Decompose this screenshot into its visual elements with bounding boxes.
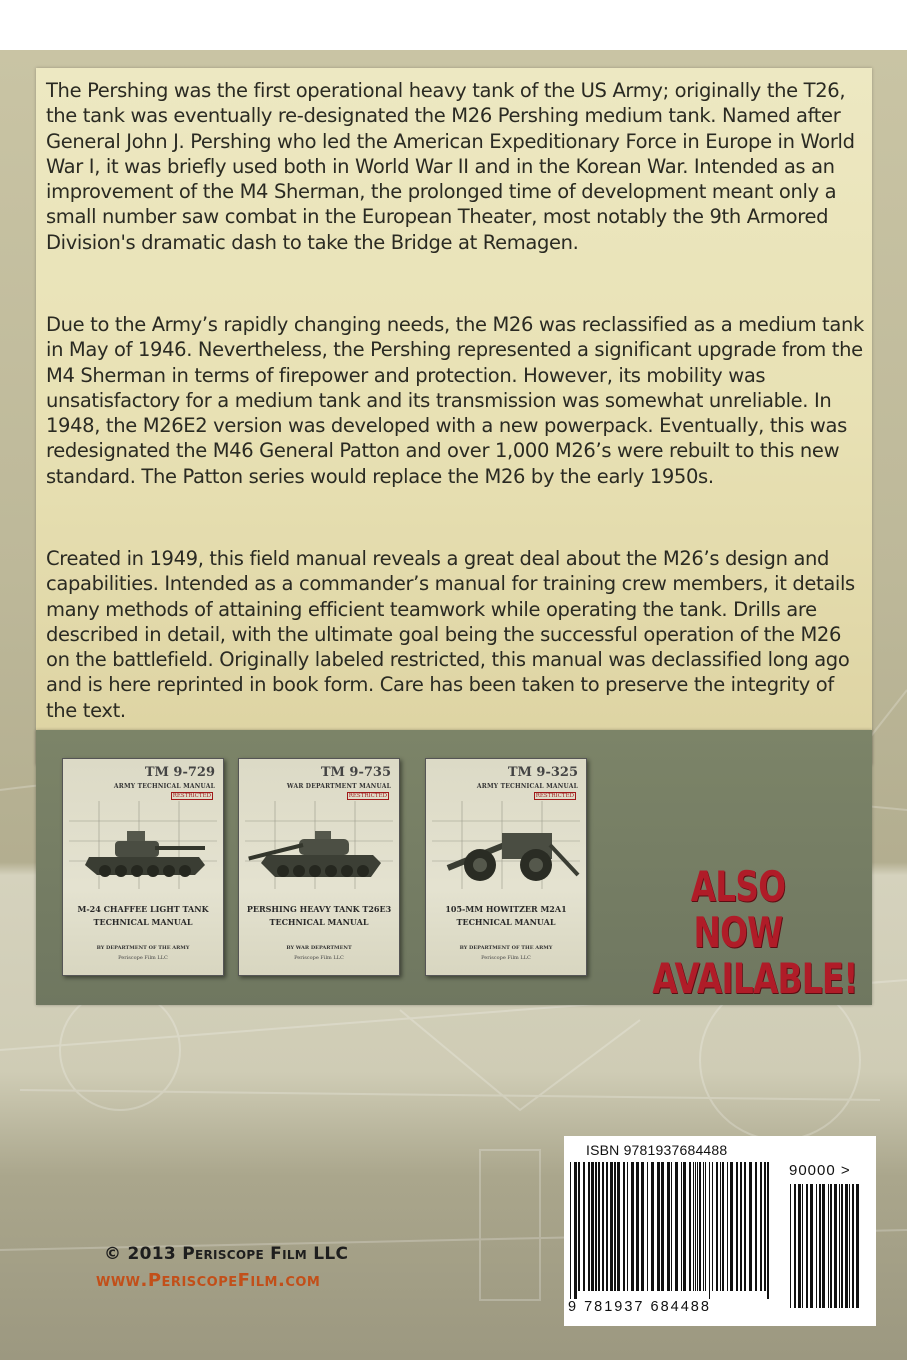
description-paragraph-3: Created in 1949, this field manual reveals a great deal about the M26’s design and capabilities. Intended as a commander’s manual for training crew members, it details many methods of attaining efficient teamwork while operating the tank. Drills are described in detail, with the ultimate goal being the successful operation of the M26 on the battlefield. Originally labeled restricted, this manual was declassified long ago and is here reprinted in book form. Care has been taken to preserve the integrity of the text. xyxy=(46,547,855,722)
book-title-line-2: TECHNICAL MANUAL xyxy=(93,917,193,927)
barcode-bar xyxy=(667,1162,670,1291)
barcode-bar xyxy=(802,1184,803,1308)
barcode-bar xyxy=(749,1162,752,1291)
book-title-line-2: TECHNICAL MANUAL xyxy=(456,917,556,927)
description-paragraph-2: Due to the Army’s rapidly changing needs, the M26 was reclassified as a medium tank in May of 1946. Nevertheless, the Pershing represented a significant upgrade from the M4 Sherman in terms of firepower and protection. However, its mobility was unsatisfactory for a medium tank and its transmission was somewhat unreliable. In 1948, the M26E2 version was developed with a new powerpack. Eventually, this was redesignated the M46 General Patton and over 1,000 M26’s were rebuilt to this new standard. The Patton series would replace the M26 by the early 1950s. xyxy=(46,313,864,488)
book-department: BY DEPARTMENT OF THE ARMY xyxy=(459,945,553,951)
barcode-bar xyxy=(720,1162,721,1291)
barcode-bar xyxy=(828,1184,829,1308)
ean-barcode xyxy=(568,1162,778,1299)
barcode-bar xyxy=(697,1162,698,1291)
barcode-bar xyxy=(806,1184,808,1308)
barcode-bar xyxy=(816,1184,817,1308)
barcode-bar xyxy=(834,1184,837,1308)
barcode-bar xyxy=(764,1162,766,1291)
barcode-bar xyxy=(730,1162,733,1291)
barcode-bar xyxy=(583,1162,585,1291)
barcode-bar xyxy=(839,1184,840,1308)
barcode-bar xyxy=(810,1184,813,1308)
barcode-bar xyxy=(606,1162,608,1291)
barcode-bar xyxy=(578,1162,580,1291)
barcode-bar xyxy=(705,1162,706,1291)
book-publisher: Periscope Film LLC xyxy=(294,955,344,961)
barcode-bar xyxy=(614,1162,616,1291)
barcode-bar xyxy=(588,1162,590,1291)
price-code-digits: 90000 xyxy=(789,1162,836,1179)
barcode-bar xyxy=(767,1162,769,1299)
book-title-line-2: TECHNICAL MANUAL xyxy=(269,917,369,927)
barcode-bar xyxy=(849,1184,850,1308)
book-kind: ARMY TECHNICAL MANUAL xyxy=(476,783,578,790)
barcode-bar xyxy=(798,1184,801,1308)
barcode-bar xyxy=(693,1162,694,1291)
barcode-bar xyxy=(703,1162,704,1291)
barcode-bar xyxy=(760,1162,762,1291)
barcode-bar xyxy=(790,1184,791,1308)
barcode-bar xyxy=(716,1162,718,1291)
price-code xyxy=(789,1162,851,1179)
book-title-line-1: 105-MM HOWITZER M2A1 xyxy=(445,904,567,914)
book-cover-tm-9-735[interactable] xyxy=(238,758,400,976)
book-publisher: Periscope Film LLC xyxy=(481,955,531,961)
barcode-bar xyxy=(627,1162,628,1291)
back-cover xyxy=(0,50,907,1360)
barcode-bar xyxy=(709,1162,710,1299)
barcode-bar xyxy=(602,1162,604,1291)
barcode-bar xyxy=(852,1184,854,1308)
barcode-bar xyxy=(712,1162,713,1291)
barcode-bar xyxy=(722,1162,724,1291)
barcode-bar xyxy=(755,1162,757,1291)
restricted-stamp: RESTRICTED xyxy=(172,793,211,799)
book-publisher: Periscope Film LLC xyxy=(118,955,168,961)
barcode-bar xyxy=(671,1162,672,1291)
promo-line-1: ALSO NOW xyxy=(690,862,786,957)
barcode-bar xyxy=(675,1162,678,1291)
barcode-bar xyxy=(856,1184,859,1308)
barcode-bar xyxy=(636,1162,639,1291)
barcode-bar xyxy=(830,1184,832,1308)
book-title-line-1: PERSHING HEAVY TANK T26E3 xyxy=(246,904,392,914)
description-paragraph-1: The Pershing was the first operational heavy tank of the US Army; originally the T26, the tank was eventually re-designated the M26 Pershing medium tank. Named after General John J. Pershing who led the American Expeditionary Force in Europe in World War I, it was briefly used both in World War II and in the Korean War. Intended as an improvement of the M4 Sherman, the prolonged time of development meant only a small number saw combat in the European Theater, most notably the 9th Armored Division's dramatic dash to take the Bridge at Remagen. xyxy=(46,79,855,254)
restricted-stamp: RESTRICTED xyxy=(348,793,387,799)
barcode-bar xyxy=(699,1162,701,1291)
restricted-stamp: RESTRICTED xyxy=(535,793,574,799)
also-available-panel xyxy=(36,730,872,1005)
promo-line-2: AVAILABLE! xyxy=(652,954,858,1003)
barcode-bar xyxy=(657,1162,660,1291)
barcode-bar xyxy=(647,1162,648,1291)
barcode-bar xyxy=(845,1184,848,1308)
isbn-barcode-box xyxy=(564,1136,876,1326)
barcode-bar xyxy=(651,1162,654,1291)
also-now-available-promo xyxy=(652,862,858,1003)
book-number: TM 9-325 xyxy=(507,765,578,780)
barcode-bar xyxy=(574,1162,577,1299)
publisher-website-link[interactable]: www.PeriscopeFilm.com xyxy=(96,1270,321,1291)
barcode-bar xyxy=(689,1162,691,1291)
book-kind: ARMY TECHNICAL MANUAL xyxy=(113,783,215,790)
book-department: BY WAR DEPARTMENT xyxy=(286,945,352,951)
barcode-bar xyxy=(570,1162,571,1299)
book-number: TM 9-729 xyxy=(144,765,215,780)
barcode-bar xyxy=(595,1162,597,1291)
heavy-tank-illustration xyxy=(245,801,393,889)
book-number: TM 9-735 xyxy=(320,765,391,780)
howitzer-illustration xyxy=(432,801,580,889)
barcode-bar xyxy=(591,1162,594,1291)
barcode-bar xyxy=(744,1162,746,1291)
barcode-bar xyxy=(841,1184,843,1308)
ean-digits: 9 781937 684488 xyxy=(568,1299,711,1315)
barcode-bar xyxy=(631,1162,634,1291)
copyright-notice: © 2013 Periscope Film LLC xyxy=(104,1244,349,1264)
book-kind: WAR DEPARTMENT MANUAL xyxy=(286,783,391,790)
light-tank-illustration xyxy=(69,801,217,889)
book-title-line-1: M-24 CHAFFEE LIGHT TANK xyxy=(77,904,209,914)
description-panel xyxy=(36,68,872,765)
book-cover-tm-9-325[interactable] xyxy=(425,758,587,976)
barcode-bar xyxy=(641,1162,644,1291)
book-cover-tm-9-729[interactable] xyxy=(62,758,224,976)
barcode-bar xyxy=(736,1162,738,1291)
barcode-bar xyxy=(794,1184,796,1308)
barcode-bar xyxy=(727,1162,728,1291)
barcode-bar xyxy=(623,1162,625,1291)
book-department: BY DEPARTMENT OF THE ARMY xyxy=(96,945,190,951)
barcode-bar xyxy=(598,1162,600,1291)
barcode-bar xyxy=(695,1162,696,1291)
barcode-bar xyxy=(681,1162,682,1291)
barcode-bar xyxy=(822,1184,825,1308)
price-code-arrow: > xyxy=(840,1162,851,1179)
price-addon-barcode xyxy=(788,1184,868,1316)
isbn-label: ISBN 9781937684488 xyxy=(586,1142,728,1158)
barcode-bar xyxy=(683,1162,686,1291)
barcode-bar xyxy=(740,1162,742,1291)
barcode-bar xyxy=(819,1184,821,1308)
barcode-bar xyxy=(661,1162,664,1291)
barcode-bar xyxy=(617,1162,620,1291)
barcode-bar xyxy=(610,1162,613,1291)
